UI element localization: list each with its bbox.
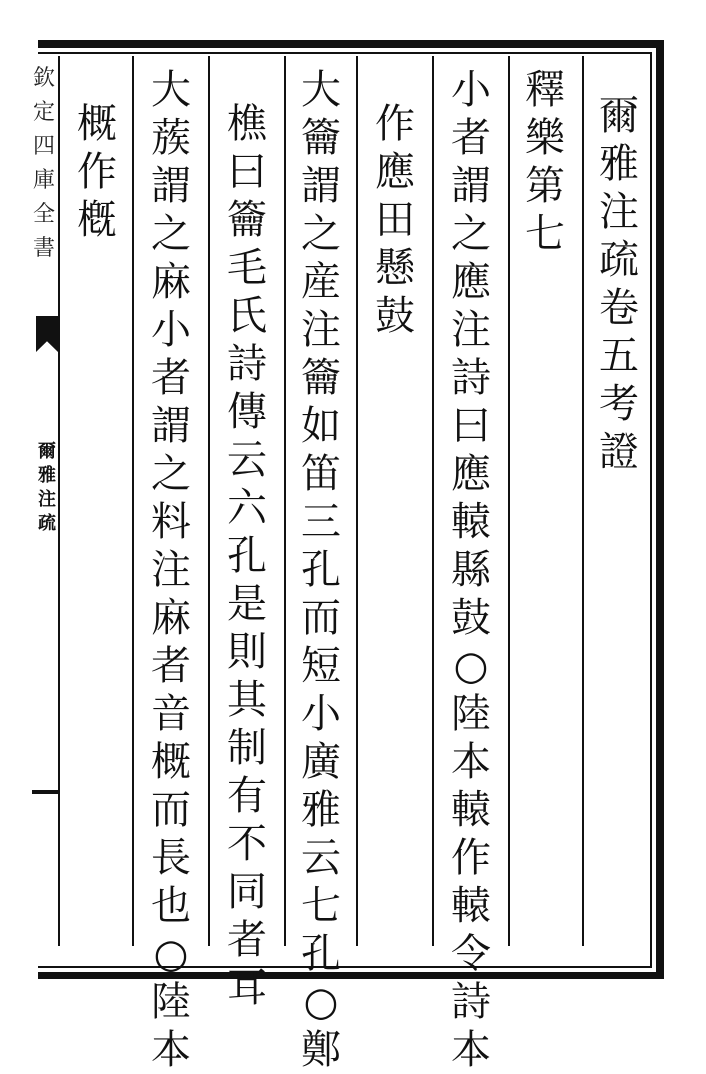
glyph: 之 <box>301 211 341 257</box>
glyph: 考 <box>599 381 639 427</box>
frame-inner-right <box>650 52 652 968</box>
glyph: 作 <box>451 835 491 881</box>
frame-right-border <box>656 40 664 979</box>
glyph: 之 <box>451 211 491 257</box>
glyph: 也 <box>151 883 191 929</box>
glyph: 五 <box>599 333 639 379</box>
glyph: 雅 <box>38 465 56 486</box>
glyph: 縣 <box>451 547 491 593</box>
page-title <box>594 92 644 476</box>
glyph: 大 <box>301 67 341 113</box>
glyph: 本 <box>451 739 491 785</box>
glyph: 三 <box>301 499 341 545</box>
glyph: 令 <box>451 931 491 977</box>
glyph: 云 <box>227 437 267 483</box>
glyph: 陸 <box>451 691 491 737</box>
glyph: 之 <box>151 211 191 257</box>
glyph: 欽 <box>32 66 55 91</box>
glyph: 大 <box>151 67 191 113</box>
glyph: 本 <box>451 1027 491 1073</box>
glyph: 如 <box>301 403 341 449</box>
glyph: 田 <box>375 197 415 243</box>
glyph: 轅 <box>451 499 491 545</box>
glyph: 之 <box>151 451 191 497</box>
glyph: 毛 <box>227 245 267 291</box>
margin-book-title <box>36 440 58 536</box>
glyph: 鼓 <box>375 293 415 339</box>
glyph: 詩 <box>451 979 491 1025</box>
glyph: 注 <box>451 307 491 353</box>
frame-top-border <box>38 40 664 48</box>
glyph: ○ <box>153 931 189 977</box>
glyph: 樵 <box>227 101 267 147</box>
glyph: 第 <box>525 163 565 209</box>
glyph: 卷 <box>599 285 639 331</box>
glyph: 鼓 <box>451 595 491 641</box>
glyph: 制 <box>227 725 267 771</box>
glyph: 應 <box>451 451 491 497</box>
glyph: 孔 <box>301 547 341 593</box>
column-rule <box>284 56 286 946</box>
text-column-2 <box>370 100 420 340</box>
glyph: 懸 <box>375 245 415 291</box>
column-rule <box>208 56 210 946</box>
glyph: 雅 <box>599 141 639 187</box>
glyph: 者 <box>151 643 191 689</box>
glyph: 有 <box>227 773 267 819</box>
glyph: 樂 <box>525 115 565 161</box>
column-rule <box>58 56 60 946</box>
column-rule <box>432 56 434 946</box>
glyph: 注 <box>38 489 56 510</box>
glyph: 爾 <box>599 93 639 139</box>
glyph: 小 <box>451 67 491 113</box>
glyph: 應 <box>451 259 491 305</box>
glyph: 定 <box>32 100 55 125</box>
glyph: 概 <box>77 101 117 147</box>
text-column-5 <box>146 66 196 1074</box>
glyph: 傳 <box>227 389 267 435</box>
glyph: 云 <box>301 835 341 881</box>
margin-collection-title <box>30 62 58 266</box>
glyph: 謂 <box>301 163 341 209</box>
glyph: 短 <box>301 643 341 689</box>
text-column-1 <box>446 66 496 1074</box>
glyph: 其 <box>227 677 267 723</box>
glyph: 謂 <box>451 163 491 209</box>
glyph: 則 <box>227 629 267 675</box>
glyph: 證 <box>599 429 639 475</box>
glyph: 廣 <box>301 739 341 785</box>
glyph: 者 <box>451 115 491 161</box>
glyph: 小 <box>301 691 341 737</box>
glyph: 麻 <box>151 595 191 641</box>
text-column-4 <box>222 100 272 1012</box>
glyph: 庫 <box>32 168 55 193</box>
glyph: 小 <box>151 307 191 353</box>
glyph: 概 <box>151 739 191 785</box>
glyph: 注 <box>599 189 639 235</box>
glyph: 七 <box>525 211 565 257</box>
glyph: 長 <box>151 835 191 881</box>
column-rule <box>356 56 358 946</box>
column-rule <box>582 56 584 946</box>
text-column-6 <box>72 100 122 244</box>
glyph: 籥 <box>227 197 267 243</box>
glyph: ○ <box>303 979 339 1025</box>
glyph: 作 <box>375 101 415 147</box>
glyph: 轅 <box>451 883 491 929</box>
glyph: 而 <box>151 787 191 833</box>
glyph: 本 <box>151 1027 191 1073</box>
glyph: 轅 <box>451 787 491 833</box>
glyph: 曰 <box>451 403 491 449</box>
glyph: 謂 <box>151 163 191 209</box>
glyph: 孔 <box>301 931 341 977</box>
glyph: 笛 <box>301 451 341 497</box>
glyph: 爾 <box>38 441 56 462</box>
glyph: 全 <box>32 202 55 227</box>
glyph: 籥 <box>301 115 341 161</box>
glyph: 不 <box>227 821 267 867</box>
glyph: 同 <box>227 869 267 915</box>
glyph: 詩 <box>451 355 491 401</box>
glyph: 陸 <box>151 979 191 1025</box>
column-rule <box>508 56 510 946</box>
glyph: 者 <box>227 917 267 963</box>
glyph: 釋 <box>525 67 565 113</box>
glyph: 者 <box>151 355 191 401</box>
glyph: 書 <box>32 236 55 261</box>
glyph: 注 <box>151 547 191 593</box>
glyph: 六 <box>227 485 267 531</box>
glyph: 耳 <box>227 965 267 1011</box>
glyph: 孔 <box>227 533 267 579</box>
glyph: 音 <box>151 691 191 737</box>
glyph: 籥 <box>301 355 341 401</box>
glyph: ○ <box>453 643 489 689</box>
glyph: 四 <box>32 134 55 159</box>
glyph: 謂 <box>151 403 191 449</box>
glyph: 是 <box>227 581 267 627</box>
glyph: 疏 <box>38 513 56 534</box>
glyph: 氏 <box>227 293 267 339</box>
column-rule <box>132 56 134 946</box>
glyph: 七 <box>301 883 341 929</box>
glyph: 料 <box>151 499 191 545</box>
frame-inner-top <box>38 52 652 54</box>
glyph: 産 <box>301 259 341 305</box>
frame-bottom-border <box>38 972 664 979</box>
glyph: 詩 <box>227 341 267 387</box>
margin-page-number <box>32 790 60 794</box>
fishtail-mark-icon <box>36 316 58 352</box>
glyph: 疏 <box>599 237 639 283</box>
glyph: 作 <box>77 149 117 195</box>
glyph: 應 <box>375 149 415 195</box>
glyph: 槪 <box>77 197 117 243</box>
glyph: 雅 <box>301 787 341 833</box>
glyph: 鄭 <box>301 1027 341 1073</box>
glyph: 麻 <box>151 259 191 305</box>
glyph: 而 <box>301 595 341 641</box>
chapter-heading <box>520 66 570 258</box>
glyph: 曰 <box>227 149 267 195</box>
text-column-3 <box>296 66 346 1074</box>
glyph: 蔟 <box>151 115 191 161</box>
glyph: 注 <box>301 307 341 353</box>
